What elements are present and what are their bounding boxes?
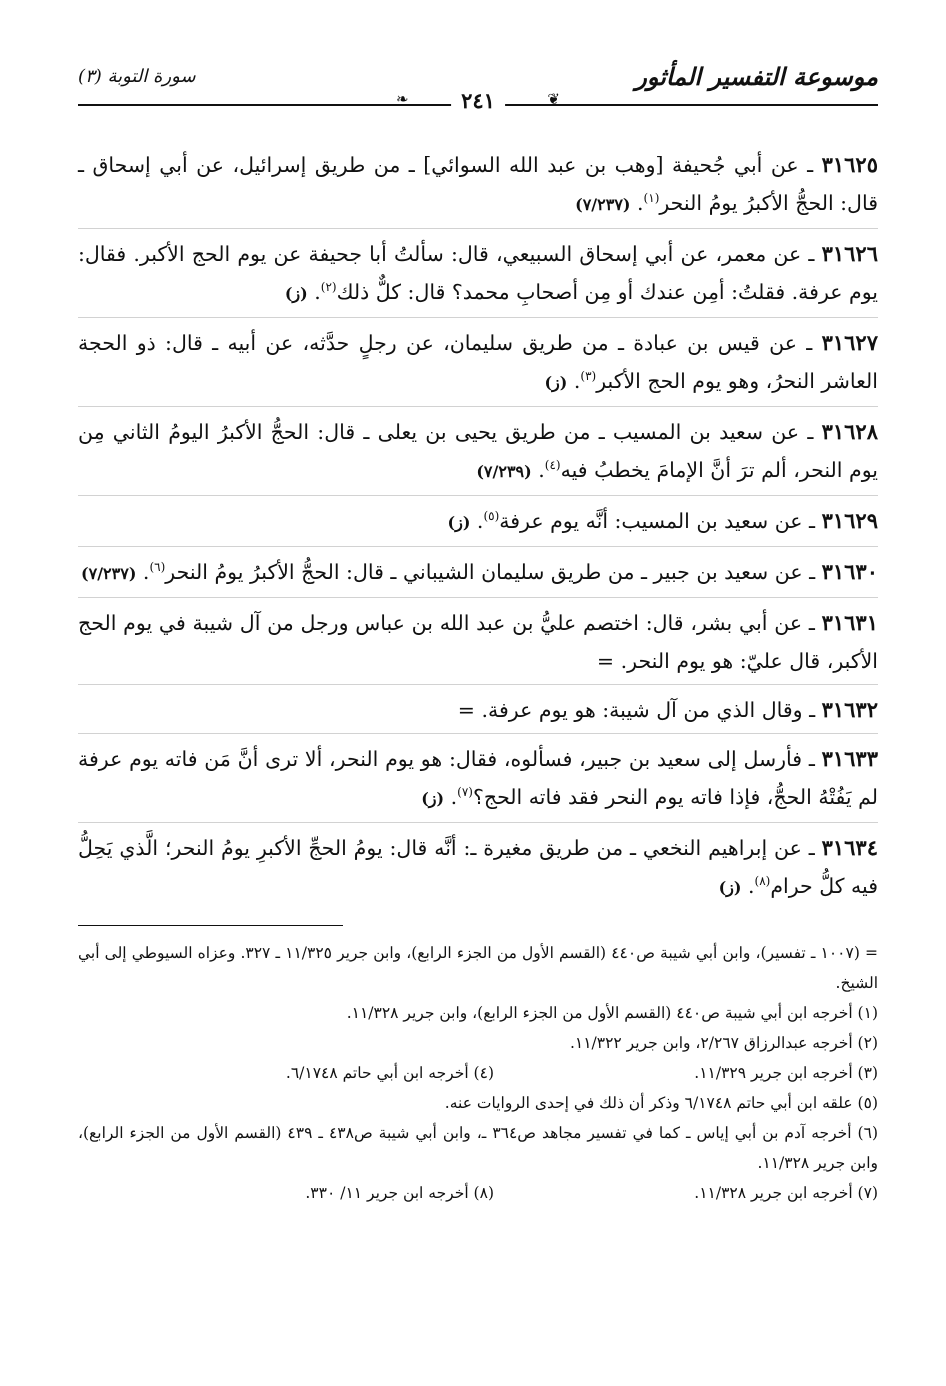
footnote-marker[interactable]: (٧) — [457, 785, 473, 800]
entry-text: ـ عن قيس بن عبادة ـ من طريق سليمان، عن رجلٍ حدَّثه، عن أبيه ـ قال: ذو الحجة العاشر النحرُ، وهو يوم الحج الأكبر — [78, 331, 878, 393]
footnote-5: (٥) علقه ابن أبي حاتم ٦/١٧٤٨ وذكر أن ذلك في إحدى الروايات عنه. — [444, 1094, 878, 1112]
footnote-separator — [78, 925, 343, 926]
book-page — [78, 60, 878, 1360]
entry-text: ـ عن أبي جُحيفة [وهب بن عبد الله السوائي] ـ من طريق إسرائيل، عن أبي إسحاق ـ قال: الحجُّ الأكبرُ يومُ النحر — [78, 153, 878, 215]
page-header — [78, 60, 878, 112]
entry-31631 — [78, 604, 878, 685]
entry-tail: . — [470, 509, 484, 533]
entry-31634 — [78, 829, 878, 911]
footnote-row — [78, 1058, 878, 1088]
entry-tail: . — [531, 458, 545, 482]
entry-31629 — [78, 502, 878, 547]
ornament-icon: ❦ — [547, 90, 560, 108]
entry-text: ـ عن سعيد بن جبير ـ من طريق سليمان الشيباني ـ قال: الحجُّ الأكبرُ يومُ النحر — [165, 560, 822, 584]
footnote-marker[interactable]: (٤) — [544, 458, 561, 473]
ornament-icon: ❧ — [396, 90, 409, 108]
footnote-6: (٦) أخرجه آدم بن أبي إياس ـ كما في تفسير مجاهد ص٣٦٤ ـ، وابن أبي شيبة ص٤٣٨ ـ ٤٣٩ (القسم الأول من الجزء الرابع)، وابن جرير ١١/٣٢٨. — [78, 1124, 878, 1172]
entry-tail: . — [444, 785, 458, 809]
entry-tail: . — [307, 280, 321, 304]
footnote-4: (٤) أخرجه ابن أبي حاتم ٦/١٧٤٨. — [285, 1064, 494, 1082]
entry-31630 — [78, 553, 878, 598]
entry-number: ٣١٦٣١ — [821, 610, 878, 635]
entry-reference: (ز) — [718, 878, 742, 897]
entry-tail: . — [741, 874, 755, 898]
entry-tail: . — [136, 560, 150, 584]
entry-number: ٣١٦٣٤ — [821, 835, 878, 860]
entry-text: ـ عن معمر، عن أبي إسحاق السبيعي، قال: سألتُ أبا جحيفة عن يوم الحج الأكبر. فقال: يوم عرفة. فقلتُ: أمِن عندك أو مِن أصحابِ محمد؟ قال: كلٌّ ذلك — [78, 242, 878, 304]
footnote-marker[interactable]: (٦) — [149, 560, 166, 575]
surah-title: سورة التوبة (٣) — [78, 66, 196, 87]
entry-31628 — [78, 413, 878, 496]
entry-number: ٣١٦٣٠ — [821, 559, 878, 584]
entry-text: ـ عن إبراهيم النخعي ـ من طريق مغيرة ـ: أنَّه قال: يومُ الحجِّ الأكبرِ يومُ النحر؛ الَّذي يَحِلُّ فيه كلُّ حرام — [78, 836, 878, 898]
entry-reference: (ز) — [284, 284, 308, 303]
footnote-row — [78, 1178, 878, 1208]
entry-text: ـ عن سعيد بن المسيب ـ من طريق يحيى بن يعلى ـ قال: الحجُّ الأكبرُ اليومُ الثاني مِن يوم النحر، ألم ترَ أنَّ الإمامَ يخطبُ فيه — [78, 420, 878, 482]
entry-text: ـ عن سعيد بن المسيب: أنَّه يوم عرفة — [499, 509, 822, 533]
entry-reference: (٧/٢٣٧) — [81, 564, 137, 583]
entry-number: ٣١٦٢٩ — [821, 508, 878, 533]
entry-number: ٣١٦٢٨ — [821, 419, 878, 444]
entry-reference: (ز) — [447, 513, 471, 532]
entry-tail: . — [567, 369, 581, 393]
entry-reference: (٧/٢٣٩) — [476, 462, 532, 481]
footnote-marker[interactable]: (١) — [643, 191, 660, 206]
entry-31627 — [78, 324, 878, 407]
entry-reference: (ز) — [421, 789, 445, 808]
footnote-marker[interactable]: (٨) — [754, 874, 771, 889]
footnote-continuation: = (١٠٠٧ ـ تفسير)، وابن أبي شيبة ص٤٤٠ (القسم الأول من الجزء الرابع)، وابن جرير ١١/٣٢٥ ـ ٣٢٧. وعزاه السيوطي إلى أبي الشيخ. — [78, 944, 878, 992]
entry-tail: . — [630, 191, 644, 215]
entry-number: ٣١٦٢٥ — [821, 152, 878, 177]
entry-number: ٣١٦٣٢ — [821, 697, 878, 722]
entry-31626 — [78, 235, 878, 318]
footnote-marker[interactable]: (٣) — [580, 369, 597, 384]
entry-reference: (ز) — [544, 373, 568, 392]
entry-text: ـ وقال الذي من آل شيبة: هو يوم عرفة. = — [457, 698, 822, 722]
entry-reference: (٧/٢٣٧) — [575, 195, 631, 214]
footnote-1: (١) أخرجه ابن أبي شيبة ص٤٤٠ (القسم الأول من الجزء الرابع)، وابن جرير ١١/٣٢٨. — [346, 1004, 878, 1022]
entry-text: ـ عن أبي بشر، قال: اختصم عليُّ بن عبد الله بن عباس ورجل من آل شيبة في يوم الحج الأكبر، قال عليّ: هو يوم النحر. = — [78, 611, 878, 673]
footnote-8: (٨) أخرجه ابن جرير ١١/ ٣٣٠. — [305, 1184, 494, 1202]
entry-number: ٣١٦٢٦ — [821, 241, 878, 266]
entry-number: ٣١٦٢٧ — [821, 330, 878, 355]
book-title: موسوعة التفسير المأثور — [635, 62, 878, 91]
footnote-marker[interactable]: (٢) — [320, 280, 337, 295]
footnote-3: (٣) أخرجه ابن جرير ١١/٣٢٩. — [694, 1064, 878, 1082]
footnote-7: (٧) أخرجه ابن جرير ١١/٣٢٨. — [694, 1184, 878, 1202]
page-number: ٢٤١ — [451, 88, 505, 113]
footnote-marker[interactable]: (٥) — [483, 509, 500, 524]
entries-list — [78, 146, 878, 911]
footnote-2: (٢) أخرجه عبدالرزاق ٢/٢٦٧، وابن جرير ١١/٣٢٢. — [569, 1034, 878, 1052]
entry-31625 — [78, 146, 878, 229]
entry-31632 — [78, 691, 878, 734]
entry-number: ٣١٦٣٣ — [821, 746, 878, 771]
entry-text: ـ فأرسل إلى سعيد بن جبير، فسألوه، فقال: هو يوم النحر، ألا ترى أنَّ مَن فاته يوم عرفة لم يَفُتْهُ الحجُّ، فإذا فاته يوم النحر فقد فاته الحج؟ — [78, 747, 878, 809]
footnotes-section — [78, 938, 878, 1208]
entry-31633 — [78, 740, 878, 823]
